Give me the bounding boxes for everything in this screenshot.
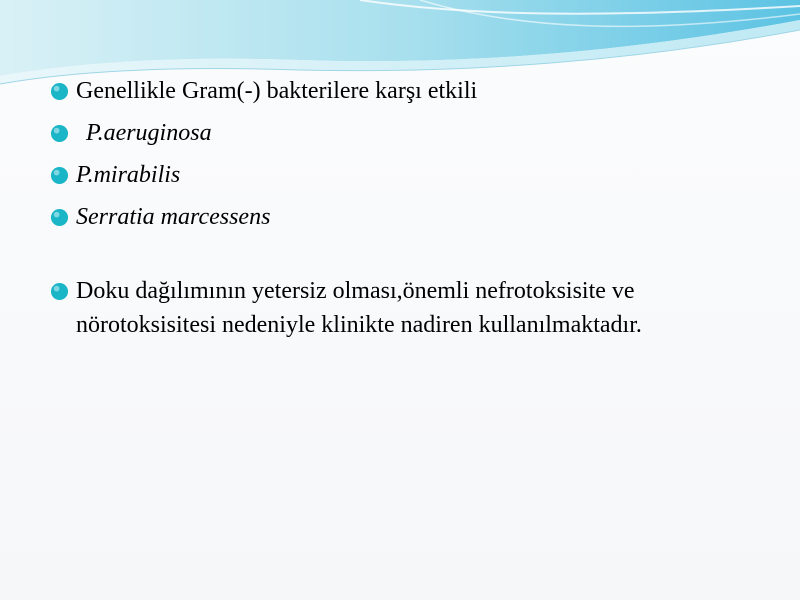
bullet-list xyxy=(50,74,770,350)
bullet-item-p-aeruginosa xyxy=(50,116,770,150)
bullet-icon xyxy=(50,208,69,227)
bullet-text: P.aeruginosa xyxy=(86,120,212,146)
bullet-text: Genellikle Gram(-) bakterilere karşı etkili xyxy=(76,78,478,104)
bullet-icon xyxy=(50,82,69,101)
bullet-text: Serratia marcessens xyxy=(76,204,271,230)
bullet-item-serratia xyxy=(50,200,770,234)
bullet-item-p-mirabilis xyxy=(50,158,770,192)
bullet-item-tissue-distribution xyxy=(50,274,770,342)
bullet-icon xyxy=(50,166,69,185)
bullet-item-gram-negative xyxy=(50,74,770,108)
bullet-icon xyxy=(50,124,69,143)
bullet-text: Doku dağılımının yetersiz olması,önemli nefrotoksisite ve nörotoksisitesi nedeniyle klinikte nadiren kullanılmaktadır. xyxy=(76,278,642,338)
bullet-text: P.mirabilis xyxy=(76,162,181,188)
bullet-icon xyxy=(50,282,69,301)
